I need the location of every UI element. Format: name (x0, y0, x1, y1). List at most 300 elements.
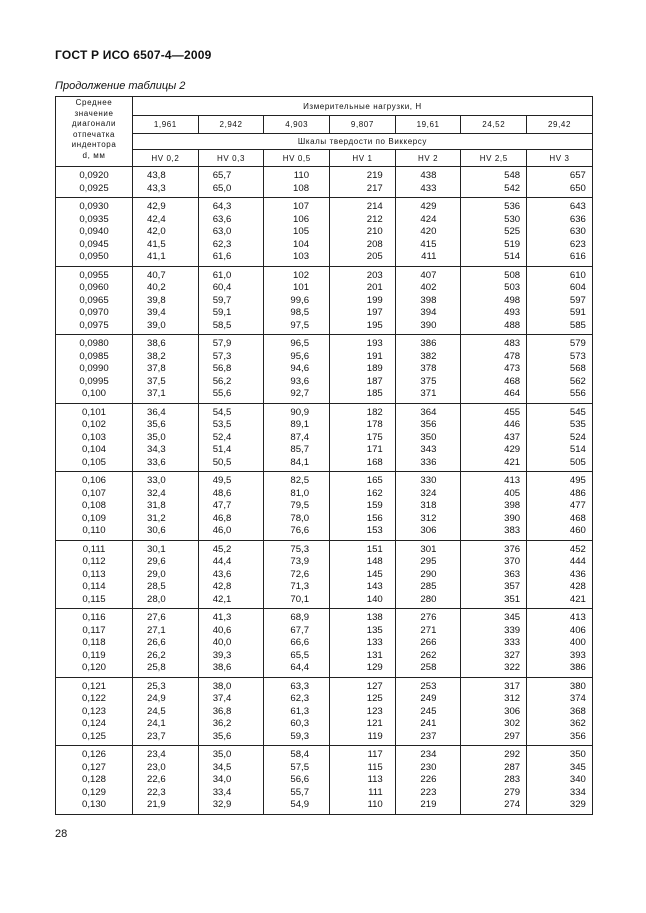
hardness-value: 73,9 (290, 556, 310, 567)
hardness-cell (527, 335, 593, 404)
hardness-value: 433 (420, 182, 437, 194)
hardness-value: 26,6 (147, 637, 166, 648)
hardness-value: 117 (367, 749, 383, 760)
hardness-cell (198, 677, 264, 746)
hardness-value: 62,3 (212, 238, 232, 250)
hardness-value: 530 (504, 213, 521, 225)
hardness-value: 68,9 (290, 612, 310, 623)
hardness-value: 460 (569, 525, 586, 536)
hardness-cell (133, 746, 199, 815)
hardness-value: 324 (420, 487, 437, 499)
hardness-value: 85,7 (290, 444, 310, 455)
hardness-value: 548 (504, 170, 521, 181)
hardness-cell (330, 540, 396, 609)
hardness-value: 402 (420, 282, 437, 293)
hardness-value: 498 (504, 294, 521, 306)
hardness-value: 573 (569, 350, 586, 362)
hardness-value: 568 (569, 363, 586, 374)
hardness-value: 630 (569, 226, 586, 237)
hardness-value: 57,3 (212, 350, 232, 362)
hardness-value: 42,4 (147, 213, 166, 225)
diameter-cell (56, 540, 133, 609)
hardness-value: 382 (420, 350, 437, 362)
hardness-value: 41,5 (147, 238, 166, 250)
hardness-value: 32,4 (147, 487, 166, 499)
hardness-value: 378 (420, 363, 437, 374)
hardness-value: 343 (420, 444, 437, 455)
diameter-header-line: значение (74, 108, 114, 118)
diameter-value: 0,0965 (79, 294, 109, 306)
hardness-value: 39,0 (147, 319, 166, 331)
hardness-value: 23,4 (147, 749, 166, 760)
hardness-value: 535 (569, 419, 586, 430)
hardness-value: 79,5 (290, 500, 310, 511)
diameter-cell (56, 266, 133, 335)
table-row-group (56, 677, 593, 746)
diameter-value: 0,0995 (79, 375, 109, 387)
diameter-value: 0,128 (81, 774, 106, 785)
hardness-value: 643 (569, 201, 586, 212)
diameter-value: 0,123 (81, 705, 106, 717)
hardness-value: 54,5 (212, 406, 232, 418)
hardness-value: 39,3 (212, 649, 232, 661)
table-row-group (56, 540, 593, 609)
diameter-value: 0,0950 (79, 251, 109, 262)
hardness-value: 35,6 (147, 419, 166, 430)
hardness-value: 477 (569, 500, 586, 511)
hardness-value: 25,8 (147, 662, 166, 673)
hardness-value: 234 (420, 749, 437, 760)
hardness-value: 28,5 (147, 581, 166, 592)
hardness-value: 604 (569, 282, 586, 293)
hardness-cell (198, 609, 264, 678)
hardness-value: 66,6 (290, 637, 310, 648)
hardness-value: 199 (366, 294, 383, 306)
hardness-value: 59,1 (212, 307, 232, 318)
hardness-cell (395, 198, 461, 267)
hardness-value: 464 (504, 388, 521, 399)
hardness-value: 40,2 (147, 282, 166, 293)
diameter-cell (56, 167, 133, 198)
hardness-value: 36,4 (147, 406, 166, 418)
hardness-value: 56,6 (290, 774, 310, 785)
hardness-value: 542 (504, 182, 521, 194)
hardness-value: 415 (420, 238, 437, 250)
hardness-cell (461, 335, 527, 404)
table-row-group (56, 266, 593, 335)
diameter-value: 0,0985 (79, 350, 109, 362)
hardness-value: 398 (420, 294, 437, 306)
hardness-value: 27,6 (147, 612, 166, 623)
hardness-value: 102 (293, 269, 310, 281)
hardness-cell (527, 198, 593, 267)
scale-header: HV 1 (330, 150, 396, 167)
hardness-value: 505 (569, 456, 586, 468)
hardness-value: 44,4 (212, 556, 232, 567)
hardness-cell (395, 677, 461, 746)
hardness-value: 230 (420, 761, 437, 773)
hardness-value: 48,6 (212, 487, 232, 499)
scale-header: HV 3 (527, 150, 593, 167)
hardness-value: 406 (569, 624, 586, 636)
hardness-value: 279 (504, 786, 521, 798)
hardness-value: 363 (504, 568, 521, 580)
hardness-cell (330, 167, 396, 198)
hardness-value: 380 (569, 680, 586, 692)
hardness-cell (395, 472, 461, 541)
hardness-value: 249 (420, 693, 437, 704)
hardness-value: 41,3 (212, 612, 232, 623)
hardness-value: 191 (366, 350, 383, 362)
hardness-value: 108 (293, 182, 310, 194)
hardness-value: 65,7 (212, 170, 232, 181)
hardness-value: 23,7 (147, 730, 166, 742)
hardness-value: 195 (366, 319, 383, 331)
hardness-value: 41,1 (147, 251, 166, 262)
hardness-value: 62,3 (290, 693, 310, 704)
diameter-header-line: диагонали (71, 119, 117, 129)
hardness-value: 519 (504, 238, 521, 250)
diameter-header-line: индентора (71, 140, 117, 150)
hardness-value: 214 (366, 201, 383, 212)
hardness-cell (395, 167, 461, 198)
hardness-value: 31,8 (147, 500, 166, 511)
diameter-value: 0,0990 (79, 363, 109, 374)
hardness-value: 208 (366, 238, 383, 250)
hardness-value: 25,3 (147, 680, 166, 692)
hardness-cell (527, 609, 593, 678)
hardness-value: 283 (504, 774, 521, 785)
hardness-value: 33,0 (147, 475, 166, 486)
diameter-value: 0,103 (81, 431, 106, 443)
hardness-value: 145 (366, 568, 383, 580)
diameter-value: 0,104 (81, 444, 106, 455)
hardness-value: 245 (420, 705, 437, 717)
hardness-cell (264, 677, 330, 746)
diameter-value: 0,114 (82, 581, 106, 592)
hardness-cell (133, 677, 199, 746)
hardness-cell (264, 472, 330, 541)
hardness-value: 210 (366, 226, 383, 237)
hardness-value: 39,8 (147, 294, 166, 306)
hardness-cell (133, 609, 199, 678)
hardness-value: 101 (293, 282, 310, 293)
hardness-value: 616 (569, 251, 586, 262)
hardness-value: 333 (504, 637, 521, 648)
diameter-value: 0,109 (81, 512, 106, 524)
hardness-value: 330 (420, 475, 437, 486)
hardness-value: 107 (293, 201, 310, 212)
hardness-value: 33,6 (147, 456, 166, 468)
hardness-cell (461, 266, 527, 335)
hardness-value: 53,5 (212, 419, 232, 430)
hardness-value: 428 (569, 581, 586, 592)
hardness-value: 103 (293, 251, 310, 262)
hardness-value: 182 (366, 406, 383, 418)
hardness-value: 503 (504, 282, 521, 293)
hardness-value: 57,9 (212, 338, 232, 349)
hardness-cell (133, 403, 199, 472)
diameter-value: 0,0945 (79, 238, 109, 250)
hardness-value: 65,0 (212, 182, 232, 194)
hardness-value: 31,2 (147, 512, 166, 524)
hardness-cell (330, 746, 396, 815)
scales-header: Шкалы твердости по Виккерсу (133, 134, 593, 150)
hardness-value: 96,5 (290, 338, 310, 349)
hardness-value: 115 (367, 761, 383, 773)
hardness-value: 351 (504, 593, 521, 605)
hardness-cell (461, 167, 527, 198)
hardness-value: 437 (504, 431, 521, 443)
hardness-value: 393 (569, 649, 586, 661)
hardness-value: 444 (569, 556, 586, 567)
hardness-value: 478 (504, 350, 521, 362)
hardness-value: 99,6 (290, 294, 310, 306)
hardness-value: 34,0 (212, 774, 232, 785)
hardness-value: 50,5 (212, 456, 232, 468)
scale-header: HV 2 (395, 150, 461, 167)
diameter-value: 0,0920 (79, 170, 109, 181)
hardness-value: 40,0 (212, 637, 232, 648)
hardness-value: 123 (366, 705, 383, 717)
hardness-value: 63,3 (290, 680, 310, 692)
hardness-value: 424 (420, 213, 437, 225)
hardness-value: 84,1 (290, 456, 310, 468)
hardness-cell (264, 198, 330, 267)
hardness-value: 106 (293, 213, 310, 225)
hardness-value: 292 (504, 749, 521, 760)
hardness-cell (395, 266, 461, 335)
hardness-value: 253 (420, 680, 437, 692)
hardness-cell (461, 609, 527, 678)
hardness-value: 493 (504, 307, 521, 318)
hardness-value: 58,5 (212, 319, 232, 331)
hardness-value: 40,6 (212, 624, 232, 636)
hardness-value: 488 (504, 319, 521, 331)
hardness-value: 386 (569, 662, 586, 673)
hardness-value: 187 (366, 375, 383, 387)
loads-row (56, 116, 593, 134)
scale-header: HV 0,2 (133, 150, 199, 167)
hardness-value: 110 (293, 170, 310, 181)
hardness-value: 81,0 (290, 487, 310, 499)
hardness-cell (395, 335, 461, 404)
diameter-value: 0,111 (82, 543, 106, 555)
diameter-value: 0,100 (81, 388, 106, 399)
hardness-cell (527, 403, 593, 472)
hardness-cell (133, 266, 199, 335)
loads-header: Измерительные нагрузки, Н (133, 97, 593, 116)
hardness-value: 37,1 (147, 388, 166, 399)
hardness-table (55, 96, 593, 815)
hardness-cell (198, 540, 264, 609)
hardness-value: 237 (420, 730, 437, 742)
scale-header: HV 0,3 (198, 150, 264, 167)
hardness-cell (395, 540, 461, 609)
hardness-value: 121 (366, 718, 383, 729)
hardness-value: 193 (366, 338, 383, 349)
table-row-group (56, 472, 593, 541)
table-row-group (56, 746, 593, 815)
hardness-cell (395, 746, 461, 815)
hardness-value: 95,6 (290, 350, 310, 362)
hardness-value: 205 (366, 251, 383, 262)
hardness-value: 22,6 (147, 774, 166, 785)
hardness-value: 390 (504, 512, 521, 524)
hardness-value: 436 (569, 568, 586, 580)
table-head (56, 97, 593, 167)
hardness-value: 24,5 (147, 705, 166, 717)
hardness-cell (461, 198, 527, 267)
hardness-value: 55,7 (290, 786, 310, 798)
hardness-value: 75,3 (290, 543, 310, 555)
document-title: ГОСТ Р ИСО 6507-4—2009 (55, 48, 212, 62)
hardness-value: 287 (504, 761, 521, 773)
hardness-value: 322 (504, 662, 521, 673)
hardness-value: 23,0 (147, 761, 166, 773)
hardness-value: 189 (366, 363, 383, 374)
hardness-value: 405 (504, 487, 521, 499)
hardness-cell (461, 472, 527, 541)
hardness-value: 60,4 (212, 282, 232, 293)
hardness-value: 36,2 (212, 718, 232, 729)
hardness-value: 165 (366, 475, 383, 486)
diameter-cell (56, 472, 133, 541)
hardness-cell (461, 746, 527, 815)
hardness-value: 29,0 (147, 568, 166, 580)
hardness-value: 280 (420, 593, 437, 605)
hardness-value: 370 (504, 556, 521, 567)
hardness-cell (198, 198, 264, 267)
diameter-cell (56, 198, 133, 267)
hardness-value: 446 (504, 419, 521, 430)
hardness-value: 98,5 (290, 307, 310, 318)
hardness-value: 398 (504, 500, 521, 511)
diameter-value: 0,122 (81, 693, 106, 704)
hardness-value: 297 (504, 730, 521, 742)
diameter-value: 0,120 (81, 662, 106, 673)
hardness-value: 407 (420, 269, 437, 281)
hardness-value: 241 (420, 718, 437, 729)
diameter-value: 0,110 (82, 525, 106, 536)
hardness-cell (395, 403, 461, 472)
hardness-value: 390 (420, 319, 437, 331)
hardness-value: 36,8 (212, 705, 232, 717)
diameter-value: 0,116 (82, 612, 106, 623)
hardness-value: 262 (420, 649, 437, 661)
table-caption: Продолжение таблицы 2 (55, 80, 186, 92)
hardness-cell (330, 677, 396, 746)
hardness-value: 45,2 (212, 543, 232, 555)
hardness-value: 340 (569, 774, 586, 785)
diameter-cell (56, 677, 133, 746)
load-header: 9,807 (330, 116, 396, 134)
hardness-value: 40,7 (147, 269, 166, 281)
hardness-value: 59,7 (212, 294, 232, 306)
diameter-value: 0,0960 (79, 282, 109, 293)
hardness-value: 38,6 (212, 662, 232, 673)
diameter-value: 0,102 (81, 419, 106, 430)
hardness-cell (264, 609, 330, 678)
load-header: 4,903 (264, 116, 330, 134)
hardness-value: 78,0 (290, 512, 310, 524)
hardness-value: 371 (420, 388, 437, 399)
diameter-value: 0,121 (81, 680, 106, 692)
hardness-value: 30,6 (147, 525, 166, 536)
hardness-value: 473 (504, 363, 521, 374)
hardness-value: 356 (569, 730, 586, 742)
hardness-value: 64,3 (212, 201, 232, 212)
hardness-value: 483 (504, 338, 521, 349)
diameter-value: 0,107 (81, 487, 106, 499)
hardness-value: 34,5 (212, 761, 232, 773)
hardness-value: 514 (569, 444, 586, 455)
diameter-value: 0,0980 (79, 338, 109, 349)
hardness-value: 70,1 (290, 593, 310, 605)
hardness-value: 42,8 (212, 581, 232, 592)
diameter-value: 0,125 (81, 730, 106, 742)
hardness-cell (133, 198, 199, 267)
diameter-value: 0,0930 (79, 201, 109, 212)
diameter-header-line: отпечатка (72, 129, 116, 139)
hardness-value: 650 (569, 182, 586, 194)
diameter-cell (56, 609, 133, 678)
hardness-value: 339 (504, 624, 521, 636)
hardness-value: 168 (366, 456, 383, 468)
load-header: 1,961 (133, 116, 199, 134)
hardness-cell (461, 540, 527, 609)
hardness-value: 524 (569, 431, 586, 443)
hardness-cell (264, 403, 330, 472)
hardness-value: 64,4 (290, 662, 310, 673)
hardness-value: 386 (420, 338, 437, 349)
hardness-value: 317 (504, 680, 521, 692)
hardness-cell (461, 403, 527, 472)
hardness-value: 54,9 (290, 799, 310, 810)
hardness-value: 508 (504, 269, 521, 281)
hardness-value: 657 (569, 170, 586, 181)
hardness-value: 135 (366, 624, 383, 636)
scale-header: HV 2,5 (461, 150, 527, 167)
diameter-cell (56, 746, 133, 815)
load-header: 19,61 (395, 116, 461, 134)
hardness-value: 138 (366, 612, 383, 623)
hardness-value: 455 (504, 406, 521, 418)
diameter-value: 0,0975 (79, 319, 109, 331)
table-row-group (56, 198, 593, 267)
hardness-value: 133 (366, 637, 383, 648)
diameter-value: 0,115 (82, 593, 106, 605)
hardness-value: 39,4 (147, 307, 166, 318)
hardness-value: 65,5 (290, 649, 310, 661)
hardness-cell (527, 540, 593, 609)
table-row-group (56, 403, 593, 472)
hardness-cell (264, 746, 330, 815)
hardness-value: 302 (504, 718, 521, 729)
diameter-cell (56, 335, 133, 404)
hardness-cell (330, 472, 396, 541)
hardness-value: 61,0 (212, 269, 232, 281)
hardness-value: 217 (366, 182, 383, 194)
hardness-value: 306 (504, 705, 521, 717)
hardness-value: 438 (420, 170, 437, 181)
hardness-cell (133, 540, 199, 609)
diameter-value: 0,106 (81, 475, 106, 486)
diameter-value: 0,126 (81, 749, 106, 760)
hardness-value: 495 (569, 475, 586, 486)
hardness-value: 58,4 (290, 749, 310, 760)
load-header: 2,942 (198, 116, 264, 134)
